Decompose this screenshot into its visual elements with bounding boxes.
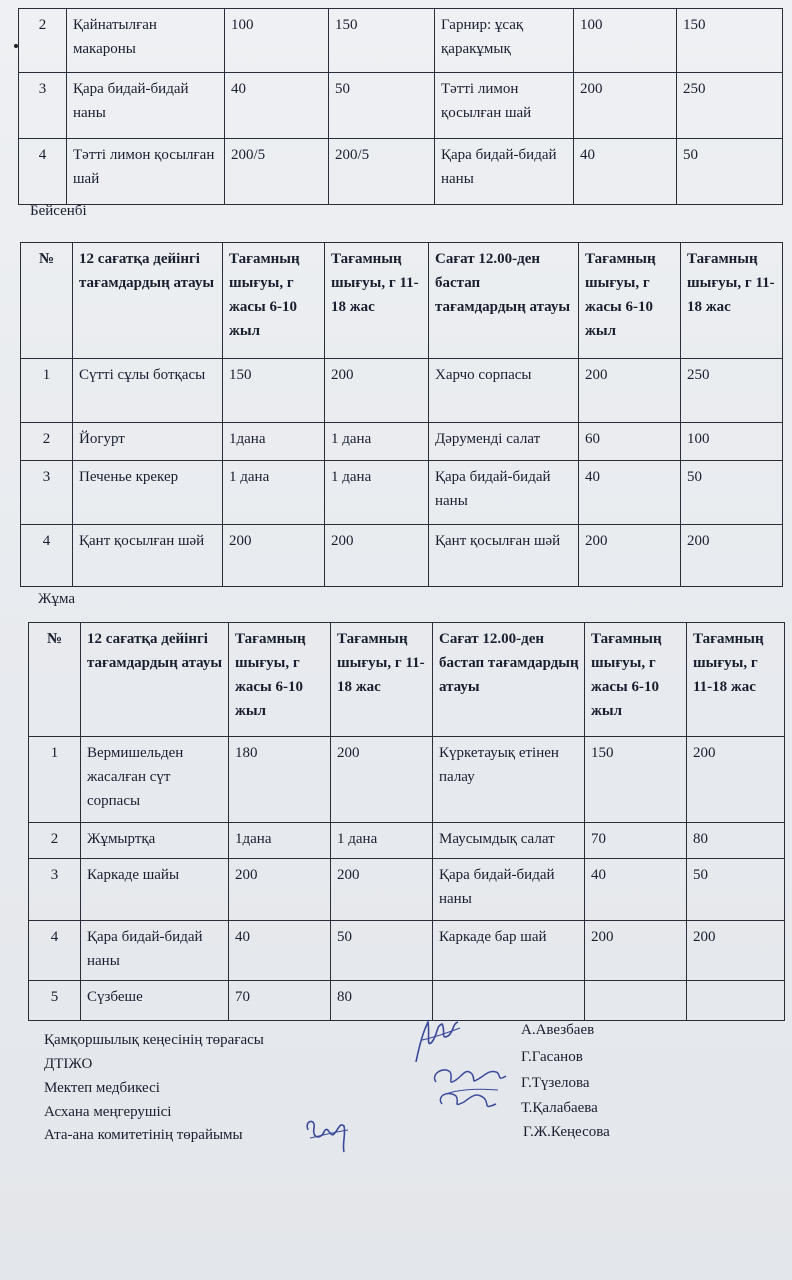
- dish-before-noon: Қант қосылған шәй: [73, 525, 223, 587]
- signature-name: Г.Ж.Кеңесова: [523, 1124, 610, 1140]
- dish-before-noon: Каркаде шайы: [81, 859, 229, 921]
- table-row: [29, 737, 785, 823]
- yield-11-18: 200: [687, 921, 785, 981]
- header-number: №: [29, 623, 81, 737]
- header-dish-after-noon: Сағат 12.00-ден бастап тағамдардың атауы: [429, 243, 579, 359]
- yield-11-18: 50: [677, 139, 783, 205]
- yield-6-10: 40: [579, 461, 681, 525]
- yield-11-18: 250: [681, 359, 783, 423]
- yield-6-10: 200: [585, 921, 687, 981]
- header-yield-6-10: Тағамның шығуы, г жасы 6-10 жыл: [223, 243, 325, 359]
- signature-name: Т.Қалабаева: [521, 1100, 598, 1116]
- row-number: 2: [29, 823, 81, 859]
- thursday-menu-table: [20, 242, 783, 587]
- yield-11-18: [687, 981, 785, 1021]
- dish-after-noon: Қара бидай-бидай наны: [435, 139, 574, 205]
- row-number: 3: [29, 859, 81, 921]
- yield-6-10: 200/5: [225, 139, 329, 205]
- yield-6-10: 40: [574, 139, 677, 205]
- row-number: 5: [29, 981, 81, 1021]
- signature-role: Ата-ана комитетінің төрайымы: [44, 1127, 243, 1143]
- table-row: [21, 359, 783, 423]
- yield-6-10: 200: [223, 525, 325, 587]
- dish-before-noon: Қайнатылған макароны: [67, 9, 225, 73]
- row-number: 4: [19, 139, 67, 205]
- header-yield-11-18: Тағамның шығуы, г 11-18 жас: [331, 623, 433, 737]
- table-row: [21, 525, 783, 587]
- signature-role: Асхана меңгерушісі: [44, 1104, 172, 1120]
- yield-6-10: 100: [574, 9, 677, 73]
- yield-6-10: 70: [229, 981, 331, 1021]
- table-header-row: [21, 243, 783, 359]
- yield-11-18: 200: [681, 525, 783, 587]
- yield-6-10: 200: [229, 859, 331, 921]
- friday-menu-table: [28, 622, 785, 1021]
- dish-after-noon: Қара бидай-бидай наны: [429, 461, 579, 525]
- header-yield-11-18: Тағамның шығуы, г 11-18 жас: [681, 243, 783, 359]
- header-number: №: [21, 243, 73, 359]
- signature-role: Қамқоршылық кеңесінің төрағасы: [44, 1032, 264, 1048]
- wednesday-menu-table-continued: [18, 8, 783, 205]
- yield-6-10: 1дана: [229, 823, 331, 859]
- table-row: [29, 981, 785, 1021]
- row-number: 1: [29, 737, 81, 823]
- yield-6-10: 150: [223, 359, 325, 423]
- dish-before-noon: Вермишельден жасалған сүт сорпасы: [81, 737, 229, 823]
- yield-6-10: 200: [574, 73, 677, 139]
- yield-11-18: 200: [331, 737, 433, 823]
- dish-after-noon: Харчо сорпасы: [429, 359, 579, 423]
- table-row: [29, 921, 785, 981]
- table-row: [29, 823, 785, 859]
- yield-6-10: 150: [585, 737, 687, 823]
- yield-11-18: 1 дана: [325, 423, 429, 461]
- yield-11-18: 200: [325, 525, 429, 587]
- header-dish-before-noon: 12 сағатқа дейінгі тағамдардың атауы: [81, 623, 229, 737]
- yield-11-18: 100: [681, 423, 783, 461]
- dish-before-noon: Йогурт: [73, 423, 223, 461]
- yield-11-18: 50: [687, 859, 785, 921]
- day-label-friday: Жұма: [38, 591, 75, 607]
- row-number: 4: [29, 921, 81, 981]
- yield-11-18: 1 дана: [325, 461, 429, 525]
- yield-6-10: 100: [225, 9, 329, 73]
- dish-after-noon: Тәтті лимон қосылған шай: [435, 73, 574, 139]
- signature-name: Г.Түзелова: [521, 1075, 590, 1091]
- yield-6-10: 40: [229, 921, 331, 981]
- dish-after-noon: Күркетауық етінен палау: [433, 737, 585, 823]
- yield-11-18: 200: [331, 859, 433, 921]
- header-yield-6-10: Тағамның шығуы, г жасы 6-10 жыл: [579, 243, 681, 359]
- yield-11-18: 200/5: [329, 139, 435, 205]
- dish-after-noon: Каркаде бар шай: [433, 921, 585, 981]
- yield-11-18: 80: [331, 981, 433, 1021]
- day-label-thursday: Бейсенбі: [30, 203, 87, 219]
- yield-6-10: 40: [225, 73, 329, 139]
- header-yield-6-10: Тағамның шығуы, г жасы 6-10 жыл: [229, 623, 331, 737]
- yield-11-18: 200: [325, 359, 429, 423]
- yield-6-10: 180: [229, 737, 331, 823]
- dish-after-noon: Маусымдық салат: [433, 823, 585, 859]
- header-dish-before-noon: 12 сағатқа дейінгі тағамдардың атауы: [73, 243, 223, 359]
- row-number: 3: [19, 73, 67, 139]
- dish-before-noon: Сүзбеше: [81, 981, 229, 1021]
- dish-after-noon: Дәруменді салат: [429, 423, 579, 461]
- yield-11-18: 50: [681, 461, 783, 525]
- yield-6-10: 70: [585, 823, 687, 859]
- table-row: [29, 859, 785, 921]
- yield-6-10: 200: [579, 525, 681, 587]
- signature-name: А.Авезбаев: [521, 1022, 595, 1038]
- dish-before-noon: Тәтті лимон қосылған шай: [67, 139, 225, 205]
- signature-name: Г.Гасанов: [521, 1049, 583, 1065]
- header-dish-after-noon: Сағат 12.00-ден бастап тағамдардың атауы: [433, 623, 585, 737]
- yield-11-18: 150: [329, 9, 435, 73]
- dish-before-noon: Жұмыртқа: [81, 823, 229, 859]
- yield-11-18: 150: [677, 9, 783, 73]
- handwritten-signature-icon: [426, 1060, 516, 1122]
- yield-6-10: 60: [579, 423, 681, 461]
- row-number: 4: [21, 525, 73, 587]
- dish-after-noon: Қант қосылған шәй: [429, 525, 579, 587]
- row-number: 3: [21, 461, 73, 525]
- yield-6-10: 1дана: [223, 423, 325, 461]
- header-yield-11-18: Тағамның шығуы, г 11-18 жас: [687, 623, 785, 737]
- row-number: 1: [21, 359, 73, 423]
- dish-after-noon: Гарнир: ұсақ қаракұмық: [435, 9, 574, 73]
- yield-11-18: 250: [677, 73, 783, 139]
- yield-6-10: [585, 981, 687, 1021]
- dish-before-noon: Қара бидай-бидай наны: [81, 921, 229, 981]
- signature-role: ДТІЖО: [44, 1056, 93, 1072]
- yield-6-10: 1 дана: [223, 461, 325, 525]
- dish-before-noon: Қара бидай-бидай наны: [67, 73, 225, 139]
- header-yield-6-10: Тағамның шығуы, г жасы 6-10 жыл: [585, 623, 687, 737]
- dish-after-noon: Қара бидай-бидай наны: [433, 859, 585, 921]
- table-row: [19, 9, 783, 73]
- yield-6-10: 200: [579, 359, 681, 423]
- table-row: [19, 73, 783, 139]
- header-yield-11-18: Тағамның шығуы, г 11-18 жас: [325, 243, 429, 359]
- yield-11-18: 50: [329, 73, 435, 139]
- table-row: [19, 139, 783, 205]
- table-row: [21, 423, 783, 461]
- row-number: 2: [21, 423, 73, 461]
- yield-11-18: 50: [331, 921, 433, 981]
- dish-before-noon: Печенье крекер: [73, 461, 223, 525]
- dish-before-noon: Сүтті сұлы ботқасы: [73, 359, 223, 423]
- table-header-row: [29, 623, 785, 737]
- row-number: 2: [19, 9, 67, 73]
- yield-11-18: 80: [687, 823, 785, 859]
- yield-11-18: 1 дана: [331, 823, 433, 859]
- table-row: [21, 461, 783, 525]
- signature-role: Мектеп медбикесі: [44, 1080, 160, 1096]
- yield-11-18: 200: [687, 737, 785, 823]
- yield-6-10: 40: [585, 859, 687, 921]
- handwritten-signature-icon: [300, 1112, 352, 1156]
